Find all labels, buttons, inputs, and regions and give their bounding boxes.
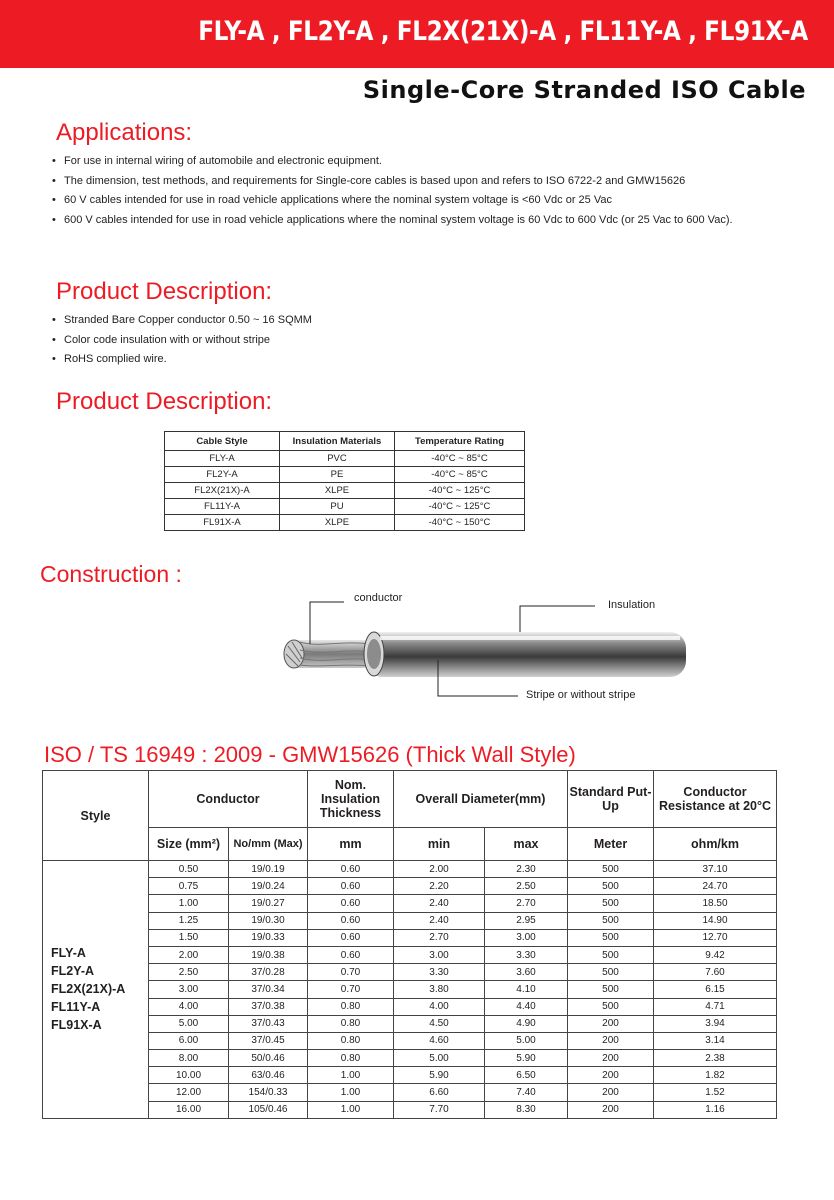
table-row: [43, 912, 777, 929]
table-cell: 4.00: [394, 998, 485, 1015]
meter-header: Meter: [568, 828, 654, 861]
table-row: [43, 861, 777, 878]
table-cell: 63/0.46: [229, 1067, 308, 1084]
table-cell: 3.94: [654, 1015, 777, 1032]
table-cell: 1.16: [654, 1101, 777, 1118]
style-item: FLY-A: [51, 946, 86, 961]
table-cell: -40°C ~ 150°C: [395, 515, 525, 531]
table-cell: 12.00: [149, 1084, 229, 1101]
table-cell: 5.00: [485, 1032, 568, 1049]
materials-table: [164, 431, 525, 531]
table-cell: 1.00: [308, 1084, 394, 1101]
table-cell: 2.50: [149, 964, 229, 981]
table-cell: FL91X-A: [165, 515, 280, 531]
page-title: FLY-A , FL2Y-A , FL2X(21X)-A , FL11Y-A , FL91X-A: [198, 16, 808, 47]
table-cell: 1.50: [149, 929, 229, 946]
table-cell: 0.80: [308, 1015, 394, 1032]
standard-putup-header: Standard Put-Up: [568, 771, 654, 828]
table-cell: PU: [280, 499, 395, 515]
table-row: [43, 878, 777, 895]
table-header-row: [43, 771, 777, 828]
table-cell: 1.52: [654, 1084, 777, 1101]
style-item: FL2Y-A: [51, 964, 95, 979]
table-cell: 37/0.28: [229, 964, 308, 981]
spec-table-body: [43, 861, 777, 1119]
table-row: [43, 1084, 777, 1101]
table-cell: PE: [280, 467, 395, 483]
table-row: [165, 515, 525, 531]
ohm-header: ohm/km: [654, 828, 777, 861]
table-cell: FL2X(21X)-A: [165, 483, 280, 499]
table-cell: 0.70: [308, 981, 394, 998]
table-cell: 500: [568, 912, 654, 929]
table-cell: 4.10: [485, 981, 568, 998]
size-header: Size (mm²): [149, 828, 229, 861]
table-cell: 500: [568, 895, 654, 912]
table-row: [43, 1101, 777, 1118]
table-cell: 6.15: [654, 981, 777, 998]
min-header: min: [394, 828, 485, 861]
table-cell: 2.00: [149, 946, 229, 963]
table-cell: 50/0.46: [229, 1050, 308, 1067]
table-cell: 500: [568, 929, 654, 946]
table-header-row: [165, 432, 525, 451]
style-item: FL91X-A: [51, 1018, 102, 1033]
table-cell: 200: [568, 1101, 654, 1118]
table-row: [43, 1067, 777, 1084]
table-row: [165, 499, 525, 515]
table-cell: 1.00: [308, 1067, 394, 1084]
table-cell: 0.80: [308, 1050, 394, 1067]
list-item: • 600 V cables intended for use in road vehicle applications where the nominal system voltage is 60 Vdc to 600 Vdc (or 25 Vac to 600 Vac).: [52, 213, 733, 226]
header-banner: [0, 0, 834, 68]
table-cell: 2.70: [485, 895, 568, 912]
table-cell: 5.00: [394, 1050, 485, 1067]
table-cell: 4.50: [394, 1015, 485, 1032]
table-cell: 6.50: [485, 1067, 568, 1084]
table-cell: 37/0.43: [229, 1015, 308, 1032]
table-row: [165, 483, 525, 499]
spec-table: [42, 770, 777, 1119]
list-item: • The dimension, test methods, and requirements for Single-core cables is based upon and refers to ISO 6722-2 and GMW15626: [52, 174, 686, 187]
table-cell: 19/0.27: [229, 895, 308, 912]
table-row: [43, 998, 777, 1015]
table-cell: 3.14: [654, 1032, 777, 1049]
conductor-label: conductor: [354, 592, 403, 604]
table-cell: 200: [568, 1050, 654, 1067]
table-cell: 500: [568, 878, 654, 895]
column-header: Cable Style: [165, 432, 280, 451]
list-item: • 60 V cables intended for use in road vehicle applications where the nominal system voltage is <60 Vdc or 25 Vac: [52, 194, 612, 206]
table-row: [165, 451, 525, 467]
table-cell: 16.00: [149, 1101, 229, 1118]
table-cell: 3.00: [394, 946, 485, 963]
table-cell: 0.60: [308, 946, 394, 963]
description-heading: Product Description:: [56, 278, 273, 305]
table-cell: 2.30: [485, 861, 568, 878]
table-cell: 19/0.19: [229, 861, 308, 878]
table-cell: 7.60: [654, 964, 777, 981]
table-cell: 0.60: [308, 861, 394, 878]
table-cell: 500: [568, 946, 654, 963]
table-cell: 3.60: [485, 964, 568, 981]
table-cell: 3.30: [394, 964, 485, 981]
table-cell: 200: [568, 1032, 654, 1049]
table-cell: 2.00: [394, 861, 485, 878]
list-item: • Stranded Bare Copper conductor 0.50 ~ 16 SQMM: [52, 314, 312, 326]
column-header: Temperature Rating: [395, 432, 525, 451]
applications-list: [52, 152, 772, 230]
overall-diameter-header: Overall Diameter(mm): [394, 771, 568, 828]
resistance-header: Conductor Resistance at 20°C: [654, 771, 777, 828]
table-cell: 105/0.46: [229, 1101, 308, 1118]
table-cell: FL2Y-A: [165, 467, 280, 483]
table-cell: 4.71: [654, 998, 777, 1015]
table-cell: 4.90: [485, 1015, 568, 1032]
list-item: • Color code insulation with or without stripe: [52, 333, 271, 346]
insulation-jacket: [364, 632, 686, 677]
table-cell: 154/0.33: [229, 1084, 308, 1101]
table-cell: 19/0.38: [229, 946, 308, 963]
style-item: FL11Y-A: [51, 1000, 101, 1015]
table-cell: 500: [568, 964, 654, 981]
table-cell: 0.50: [149, 861, 229, 878]
table-cell: 37/0.45: [229, 1032, 308, 1049]
table-cell: 2.38: [654, 1050, 777, 1067]
table-cell: 200: [568, 1084, 654, 1101]
table-cell: 2.20: [394, 878, 485, 895]
table-subheader-row: [43, 828, 777, 861]
table-row: [165, 467, 525, 483]
stripe-label: Stripe or without stripe: [526, 689, 636, 701]
table-cell: 0.60: [308, 895, 394, 912]
conductor-header: Conductor: [149, 771, 308, 828]
table-cell: 4.60: [394, 1032, 485, 1049]
table-cell: 4.00: [149, 998, 229, 1015]
table-row: [43, 964, 777, 981]
conductor-strands: [284, 640, 374, 668]
table-cell: 19/0.33: [229, 929, 308, 946]
column-header: Insulation Materials: [280, 432, 395, 451]
table-cell: 8.30: [485, 1101, 568, 1118]
table-cell: FL11Y-A: [165, 499, 280, 515]
table-cell: 500: [568, 861, 654, 878]
table-cell: 5.00: [149, 1015, 229, 1032]
table-cell: 19/0.24: [229, 878, 308, 895]
cable-diagram: [270, 588, 690, 718]
table-cell: 12.70: [654, 929, 777, 946]
table-cell: 1.82: [654, 1067, 777, 1084]
no-mm-header: No/mm (Max): [229, 828, 308, 861]
table-cell: 500: [568, 981, 654, 998]
spec-heading: ISO / TS 16949 : 2009 - GMW15626 (Thick Wall Style): [44, 742, 576, 767]
table-cell: 2.50: [485, 878, 568, 895]
table-cell: 2.95: [485, 912, 568, 929]
table-cell: 1.25: [149, 912, 229, 929]
table-cell: 7.70: [394, 1101, 485, 1118]
list-item: • RoHS complied wire.: [52, 353, 167, 365]
table-cell: 3.30: [485, 946, 568, 963]
table-cell: 19/0.30: [229, 912, 308, 929]
mm-header: mm: [308, 828, 394, 861]
table-cell: 1.00: [149, 895, 229, 912]
table-cell: 7.40: [485, 1084, 568, 1101]
insulation-label: Insulation: [608, 599, 656, 611]
table-row: [43, 895, 777, 912]
table-cell: 3.00: [149, 981, 229, 998]
table-row: [43, 946, 777, 963]
table-cell: 0.75: [149, 878, 229, 895]
construction-heading: Construction :: [40, 561, 182, 587]
table-cell: -40°C ~ 85°C: [395, 451, 525, 467]
table-cell: 4.40: [485, 998, 568, 1015]
table-row: [43, 981, 777, 998]
table-cell: 24.70: [654, 878, 777, 895]
max-header: max: [485, 828, 568, 861]
table-row: [43, 1050, 777, 1067]
table-cell: 2.40: [394, 912, 485, 929]
table-cell: 37/0.34: [229, 981, 308, 998]
table-cell: 8.00: [149, 1050, 229, 1067]
table-cell: 37/0.38: [229, 998, 308, 1015]
table-cell: 0.60: [308, 878, 394, 895]
table-cell: 9.42: [654, 946, 777, 963]
table-cell: 5.90: [394, 1067, 485, 1084]
insulation-thickness-header: Nom. Insulation Thickness: [308, 771, 394, 828]
table-cell: 37.10: [654, 861, 777, 878]
table-cell: 0.70: [308, 964, 394, 981]
table-cell: 0.80: [308, 1032, 394, 1049]
list-item: • For use in internal wiring of automobile and electronic equipment.: [52, 155, 382, 167]
table-cell: 0.60: [308, 929, 394, 946]
table-cell: FLY-A: [165, 451, 280, 467]
table-cell: 3.00: [485, 929, 568, 946]
style-list: [43, 861, 149, 1119]
table-cell: -40°C ~ 125°C: [395, 483, 525, 499]
table-cell: 500: [568, 998, 654, 1015]
page-subtitle: Single-Core Stranded ISO Cable: [362, 76, 806, 104]
table-row: [43, 929, 777, 946]
table-cell: 5.90: [485, 1050, 568, 1067]
table-cell: 2.40: [394, 895, 485, 912]
table-cell: -40°C ~ 125°C: [395, 499, 525, 515]
applications-heading: Applications:: [56, 119, 193, 146]
table-row: [43, 1015, 777, 1032]
materials-heading: Product Description:: [56, 388, 273, 415]
table-cell: 200: [568, 1015, 654, 1032]
style-header: Style: [43, 771, 149, 861]
table-cell: 14.90: [654, 912, 777, 929]
table-cell: 0.80: [308, 998, 394, 1015]
description-list: [52, 311, 772, 370]
table-cell: 1.00: [308, 1101, 394, 1118]
table-row: [43, 1032, 777, 1049]
style-item: FL2X(21X)-A: [51, 982, 126, 997]
table-cell: PVC: [280, 451, 395, 467]
table-cell: 6.60: [394, 1084, 485, 1101]
table-cell: XLPE: [280, 515, 395, 531]
table-cell: 18.50: [654, 895, 777, 912]
table-cell: -40°C ~ 85°C: [395, 467, 525, 483]
table-cell: 10.00: [149, 1067, 229, 1084]
table-cell: XLPE: [280, 483, 395, 499]
table-cell: 0.60: [308, 912, 394, 929]
table-cell: 6.00: [149, 1032, 229, 1049]
table-cell: 3.80: [394, 981, 485, 998]
table-cell: 2.70: [394, 929, 485, 946]
table-cell: 200: [568, 1067, 654, 1084]
